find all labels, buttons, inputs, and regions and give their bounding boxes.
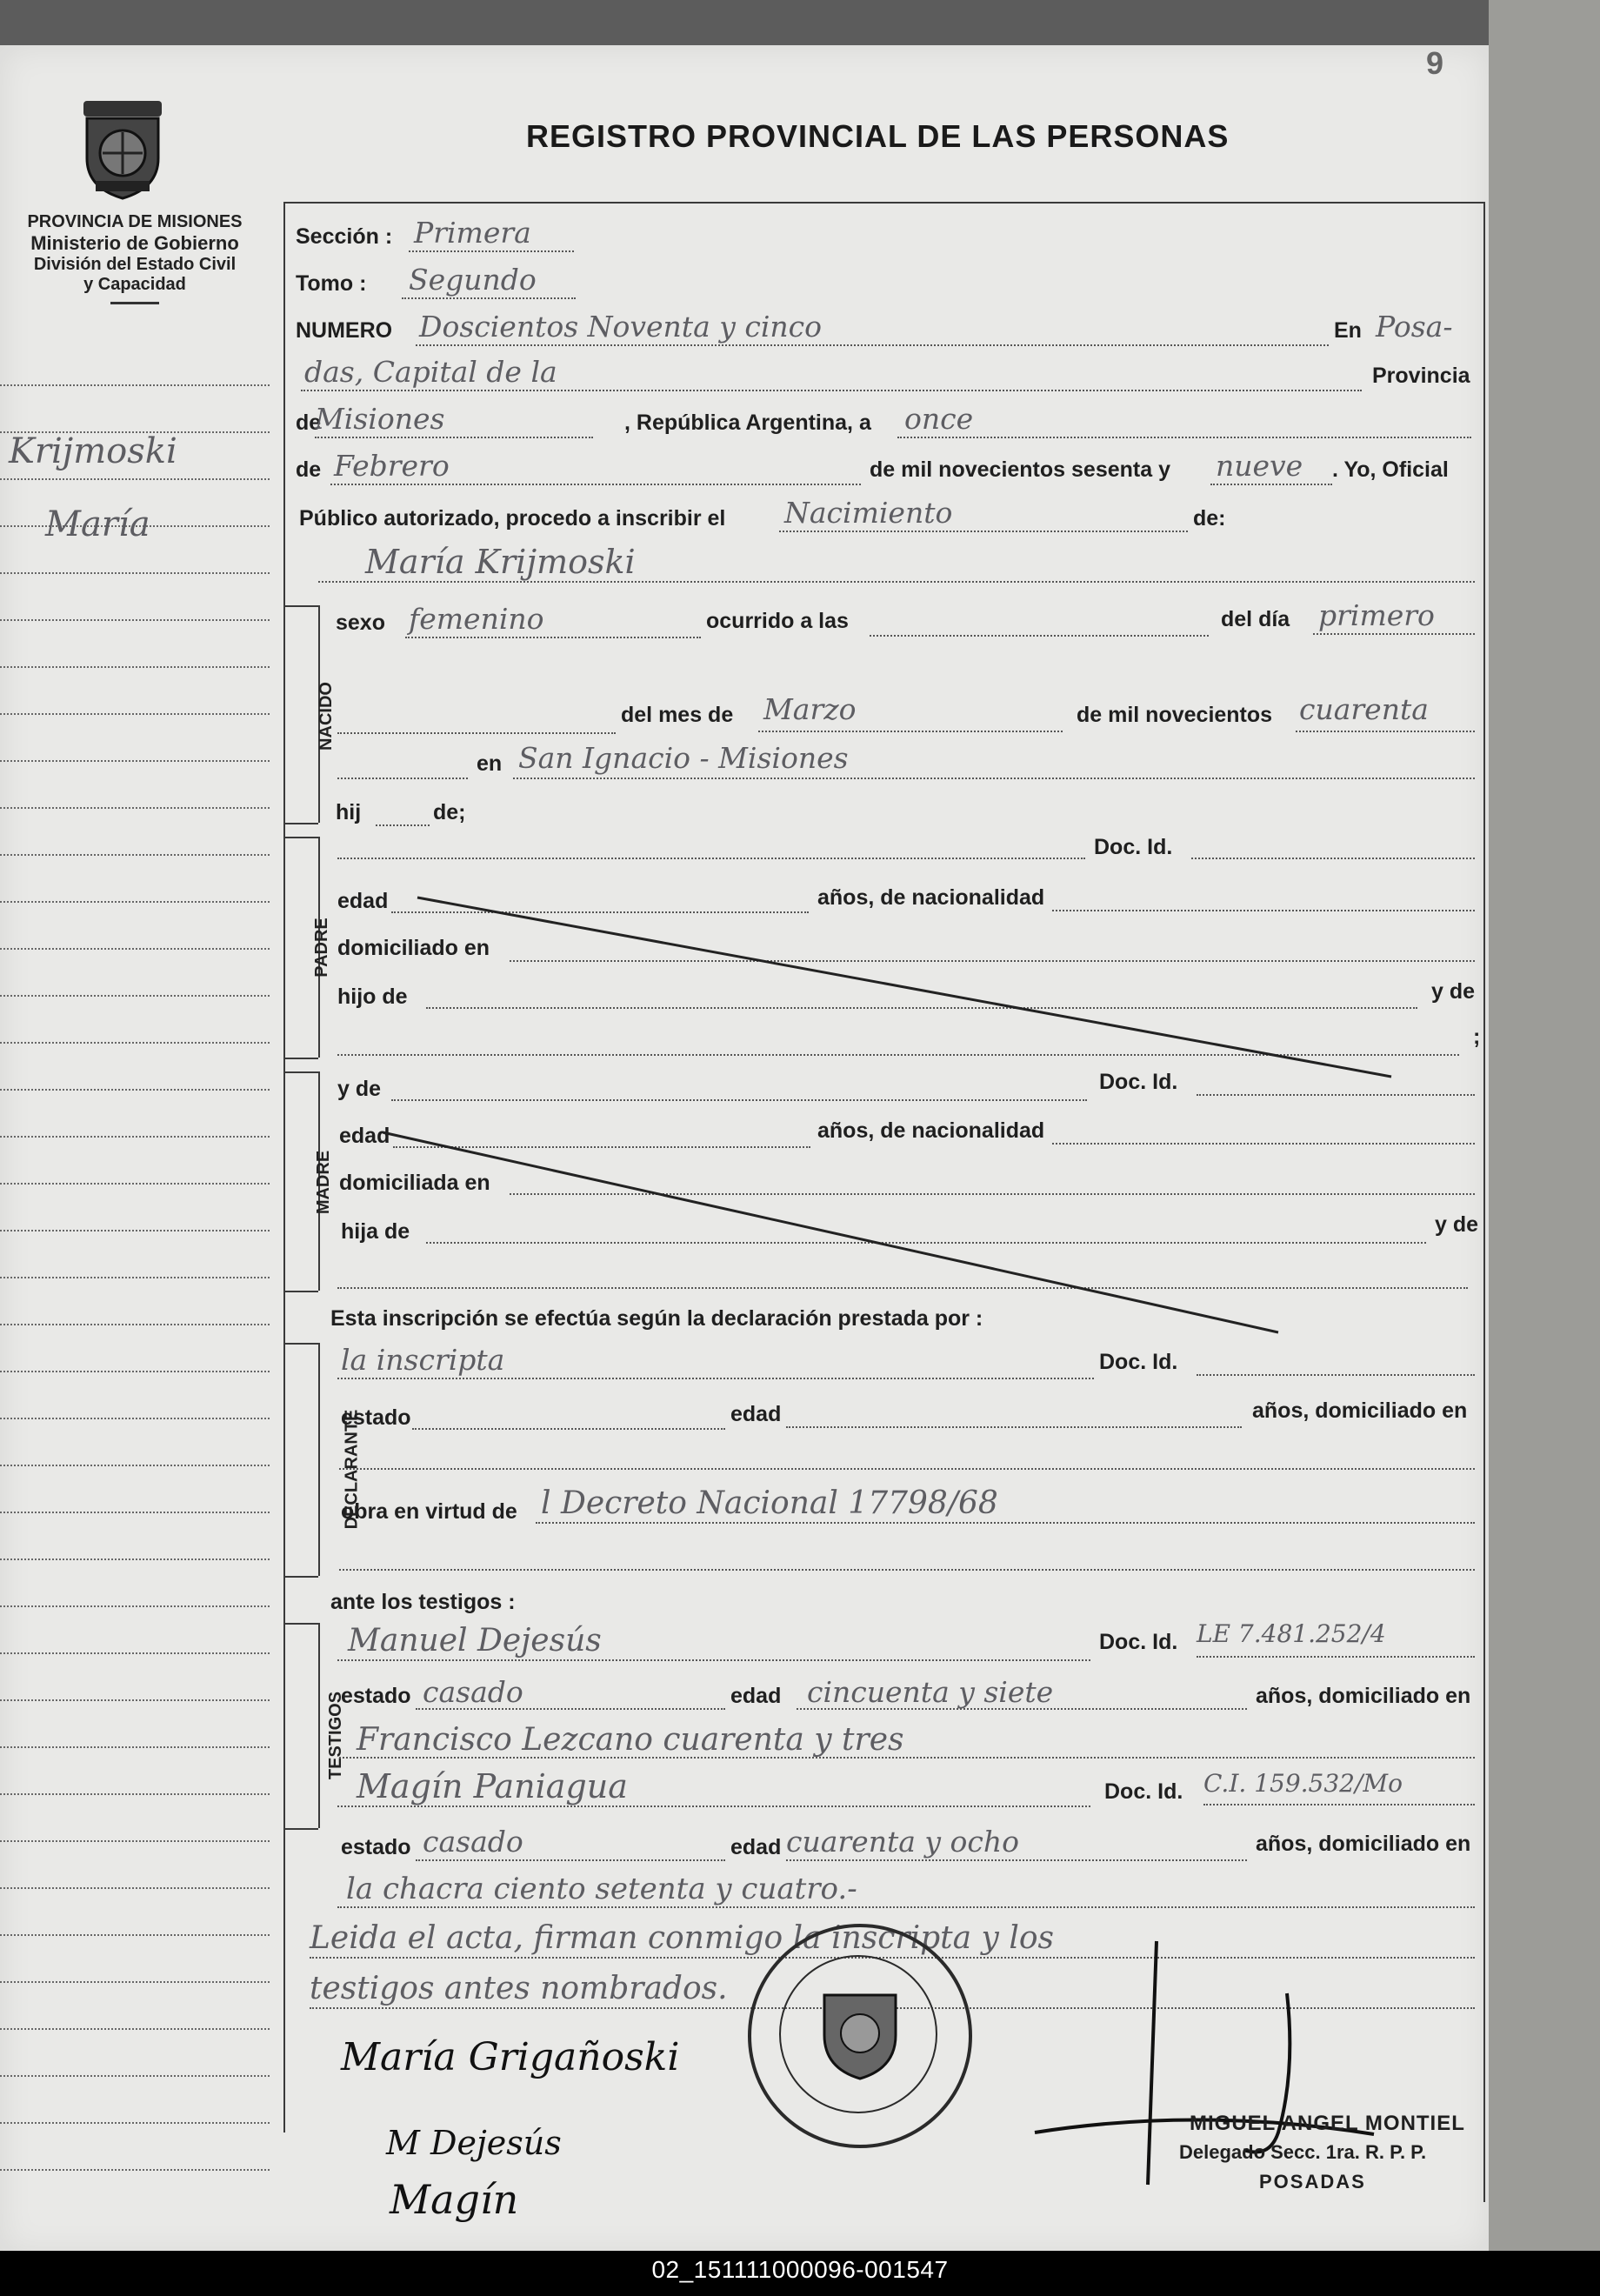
testigo1-edad-label: edad <box>730 1684 782 1708</box>
padre-semicolon: ; <box>1473 1025 1481 1049</box>
section-testigos: TESTIGOS <box>326 1691 346 1780</box>
signature-inscripta: María Grigañoski <box>341 2035 680 2079</box>
testigo1-anios-label: años, domiciliado en <box>1256 1684 1471 1708</box>
tomo-label: Tomo : <box>296 271 367 296</box>
publico-label: Público autorizado, procedo a inscribir el <box>299 506 726 531</box>
document-page <box>0 45 1489 2254</box>
org-line-3: División del Estado Civil <box>33 255 237 274</box>
padre-doc-label: Doc. Id. <box>1094 835 1173 859</box>
signature-testigo-2: Magín <box>390 2176 519 2223</box>
anio-nacimiento-value: cuarenta <box>1299 692 1429 726</box>
numero-label: NUMERO <box>296 318 393 343</box>
del-dia-label: del día <box>1221 607 1290 631</box>
mil-nacimiento-label: de mil novecientos <box>1077 703 1273 727</box>
testigo2-doc: C.I. 159.532/Mo <box>1203 1769 1403 1798</box>
en-value-cont: das, Capital de la <box>304 355 557 389</box>
seccion-value: Primera <box>414 216 531 250</box>
page-number: 9 <box>1426 45 1444 81</box>
margin-rule <box>0 2075 270 2077</box>
margin-rule <box>0 1465 270 1466</box>
margin-rule <box>0 1605 270 1607</box>
testigo2-estado-label: estado <box>341 1835 411 1859</box>
signature-testigo-1: M Dejesús <box>386 2124 562 2162</box>
margin-rule <box>0 2122 270 2124</box>
de2-label: de <box>296 457 322 482</box>
de3-label: de: <box>1193 506 1226 531</box>
testigo1-doc-label: Doc. Id. <box>1099 1630 1178 1654</box>
margin-given-name: María <box>45 504 150 544</box>
mes-nacimiento-value: Marzo <box>763 692 857 726</box>
madre-anios-label: años, de nacionalidad <box>817 1118 1045 1143</box>
testigo1-estado-label: estado <box>341 1684 411 1708</box>
en-value: Posa- <box>1376 310 1453 344</box>
padre-yde-label: y de <box>1431 979 1476 1004</box>
madre-domiciliada-label: domiciliada en <box>339 1171 490 1195</box>
madre-edad-label: edad <box>339 1124 390 1148</box>
dia-value: once <box>904 402 974 436</box>
margin-rule <box>0 1699 270 1701</box>
testigo2-edad: cuarenta y ocho <box>786 1825 1019 1859</box>
testigos-intro: ante los testigos : <box>330 1590 516 1614</box>
padre-edad-label: edad <box>337 889 389 913</box>
testigo1-edad: cincuenta y siete <box>807 1675 1054 1709</box>
margin-rule <box>0 1371 270 1372</box>
testigo1-estado: casado <box>423 1675 523 1709</box>
republica-label: , República Argentina, a <box>624 410 871 435</box>
binding-edge <box>1489 0 1600 2296</box>
org-line-2: Ministerio de Gobierno <box>30 232 239 254</box>
margin-rule <box>0 1887 270 1889</box>
margin-rule <box>0 1981 270 1983</box>
declarante-estado-label: estado <box>341 1405 411 1430</box>
hij-label: hij <box>336 800 362 824</box>
lugar-nacimiento-value: San Ignacio - Misiones <box>518 741 849 775</box>
margin-rule <box>0 1652 270 1654</box>
document-title: REGISTRO PROVINCIAL DE LAS PERSONAS <box>526 118 1230 154</box>
obra-value: l Decreto Nacional 17798/68 <box>541 1485 998 1521</box>
declarante-nombre: la inscripta <box>341 1343 505 1377</box>
org-line-4: y Capacidad <box>83 275 186 294</box>
mil-label: de mil novecientos sesenta y <box>870 457 1170 482</box>
hij-de-label: de; <box>433 800 466 824</box>
madre-doc-label: Doc. Id. <box>1099 1070 1178 1094</box>
padre-anios-label: años, de nacionalidad <box>817 885 1045 910</box>
testigo1-nombre: Manuel Dejesús <box>348 1623 602 1659</box>
tomo-value: Segundo <box>409 263 537 297</box>
official-seal-icon <box>748 1924 972 2148</box>
org-line-1: PROVINCIA DE MISIONES <box>27 212 243 231</box>
section-padre: PADRE <box>311 918 331 978</box>
de-value: Misiones <box>315 402 445 436</box>
official-role: Delegado Secc. 1ra. R. P. P. <box>1179 2141 1427 2163</box>
testigo2-nombre: Magín Paniagua <box>357 1767 628 1805</box>
testigo1-doc: LE 7.481.252/4 <box>1197 1619 1386 1648</box>
en-nacimiento-label: en <box>477 751 503 776</box>
margin-rule <box>0 1793 270 1795</box>
obra-label: obra en virtud de <box>341 1499 517 1524</box>
declarante-edad-label: edad <box>730 1402 782 1426</box>
margin-rule <box>0 1840 270 1842</box>
margin-rule <box>0 1746 270 1748</box>
testigo2-doc-label: Doc. Id. <box>1104 1779 1183 1804</box>
declarante-intro: Esta inscripción se efectúa según la declaración prestada por : <box>330 1306 983 1331</box>
de-label: de <box>296 410 322 435</box>
anio-value: nueve <box>1216 449 1303 483</box>
dia-nacimiento-value: primero <box>1318 598 1435 632</box>
seccion-label: Sección : <box>296 224 393 249</box>
madre-hija-label: hija de <box>341 1219 410 1244</box>
inscribed-name: María Krijmoski <box>365 543 636 581</box>
strike-lines <box>0 45 1489 1350</box>
declarante-anios-label: años, domiciliado en <box>1252 1398 1468 1423</box>
margin-rule <box>0 2169 270 2171</box>
margin-rule <box>0 1934 270 1936</box>
declarante-doc-label: Doc. Id. <box>1099 1350 1178 1374</box>
closing-line-1: Leida el acta, firman conmigo la inscripta y los <box>310 1920 1055 1956</box>
official-name: MIGUEL ANGEL MONTIEL <box>1190 2112 1465 2135</box>
en-label: En <box>1334 318 1362 343</box>
margin-rule <box>0 1418 270 1419</box>
ocurrido-label: ocurrido a las <box>706 609 849 633</box>
testigo2-anios-label: años, domiciliado en <box>1256 1832 1471 1856</box>
margin-rule <box>0 2028 270 2030</box>
madre-yde-label: y de <box>337 1077 382 1101</box>
official-place: POSADAS <box>1259 2171 1366 2193</box>
image-caption: 02_151111000096-001547 <box>651 2256 949 2283</box>
testigo2-estado: casado <box>423 1825 523 1859</box>
testigo1-domicilio: Francisco Lezcano cuarenta y tres <box>357 1722 904 1758</box>
testigo2-edad-label: edad <box>730 1835 782 1859</box>
section-declarante: DECLARANTE <box>342 1409 362 1530</box>
oficial-label: . Yo, Oficial <box>1332 457 1449 482</box>
margin-rule <box>0 1558 270 1560</box>
margin-surname: Krijmoski <box>9 431 177 471</box>
del-mes-label: del mes de <box>621 703 734 727</box>
margin-rule <box>0 1512 270 1513</box>
padre-hijo-label: hijo de <box>337 984 408 1009</box>
top-edge <box>0 0 1600 52</box>
sexo-label: sexo <box>336 611 385 635</box>
madre-yde2-label: y de <box>1435 1212 1479 1237</box>
sexo-value: femenino <box>409 602 544 636</box>
section-nacido: NACIDO <box>316 682 336 751</box>
closing-line-2: testigos antes nombrados. <box>310 1971 728 2006</box>
mes-value: Febrero <box>334 449 450 483</box>
numero-value: Doscientos Noventa y cinco <box>419 310 822 344</box>
acto-value: Nacimiento <box>784 496 953 530</box>
provincia-label: Provincia <box>1372 364 1470 388</box>
padre-domiciliado-label: domiciliado en <box>337 936 490 960</box>
section-madre: MADRE <box>314 1150 334 1215</box>
testigo2-domicilio: la chacra ciento setenta y cuatro.- <box>346 1872 857 1906</box>
